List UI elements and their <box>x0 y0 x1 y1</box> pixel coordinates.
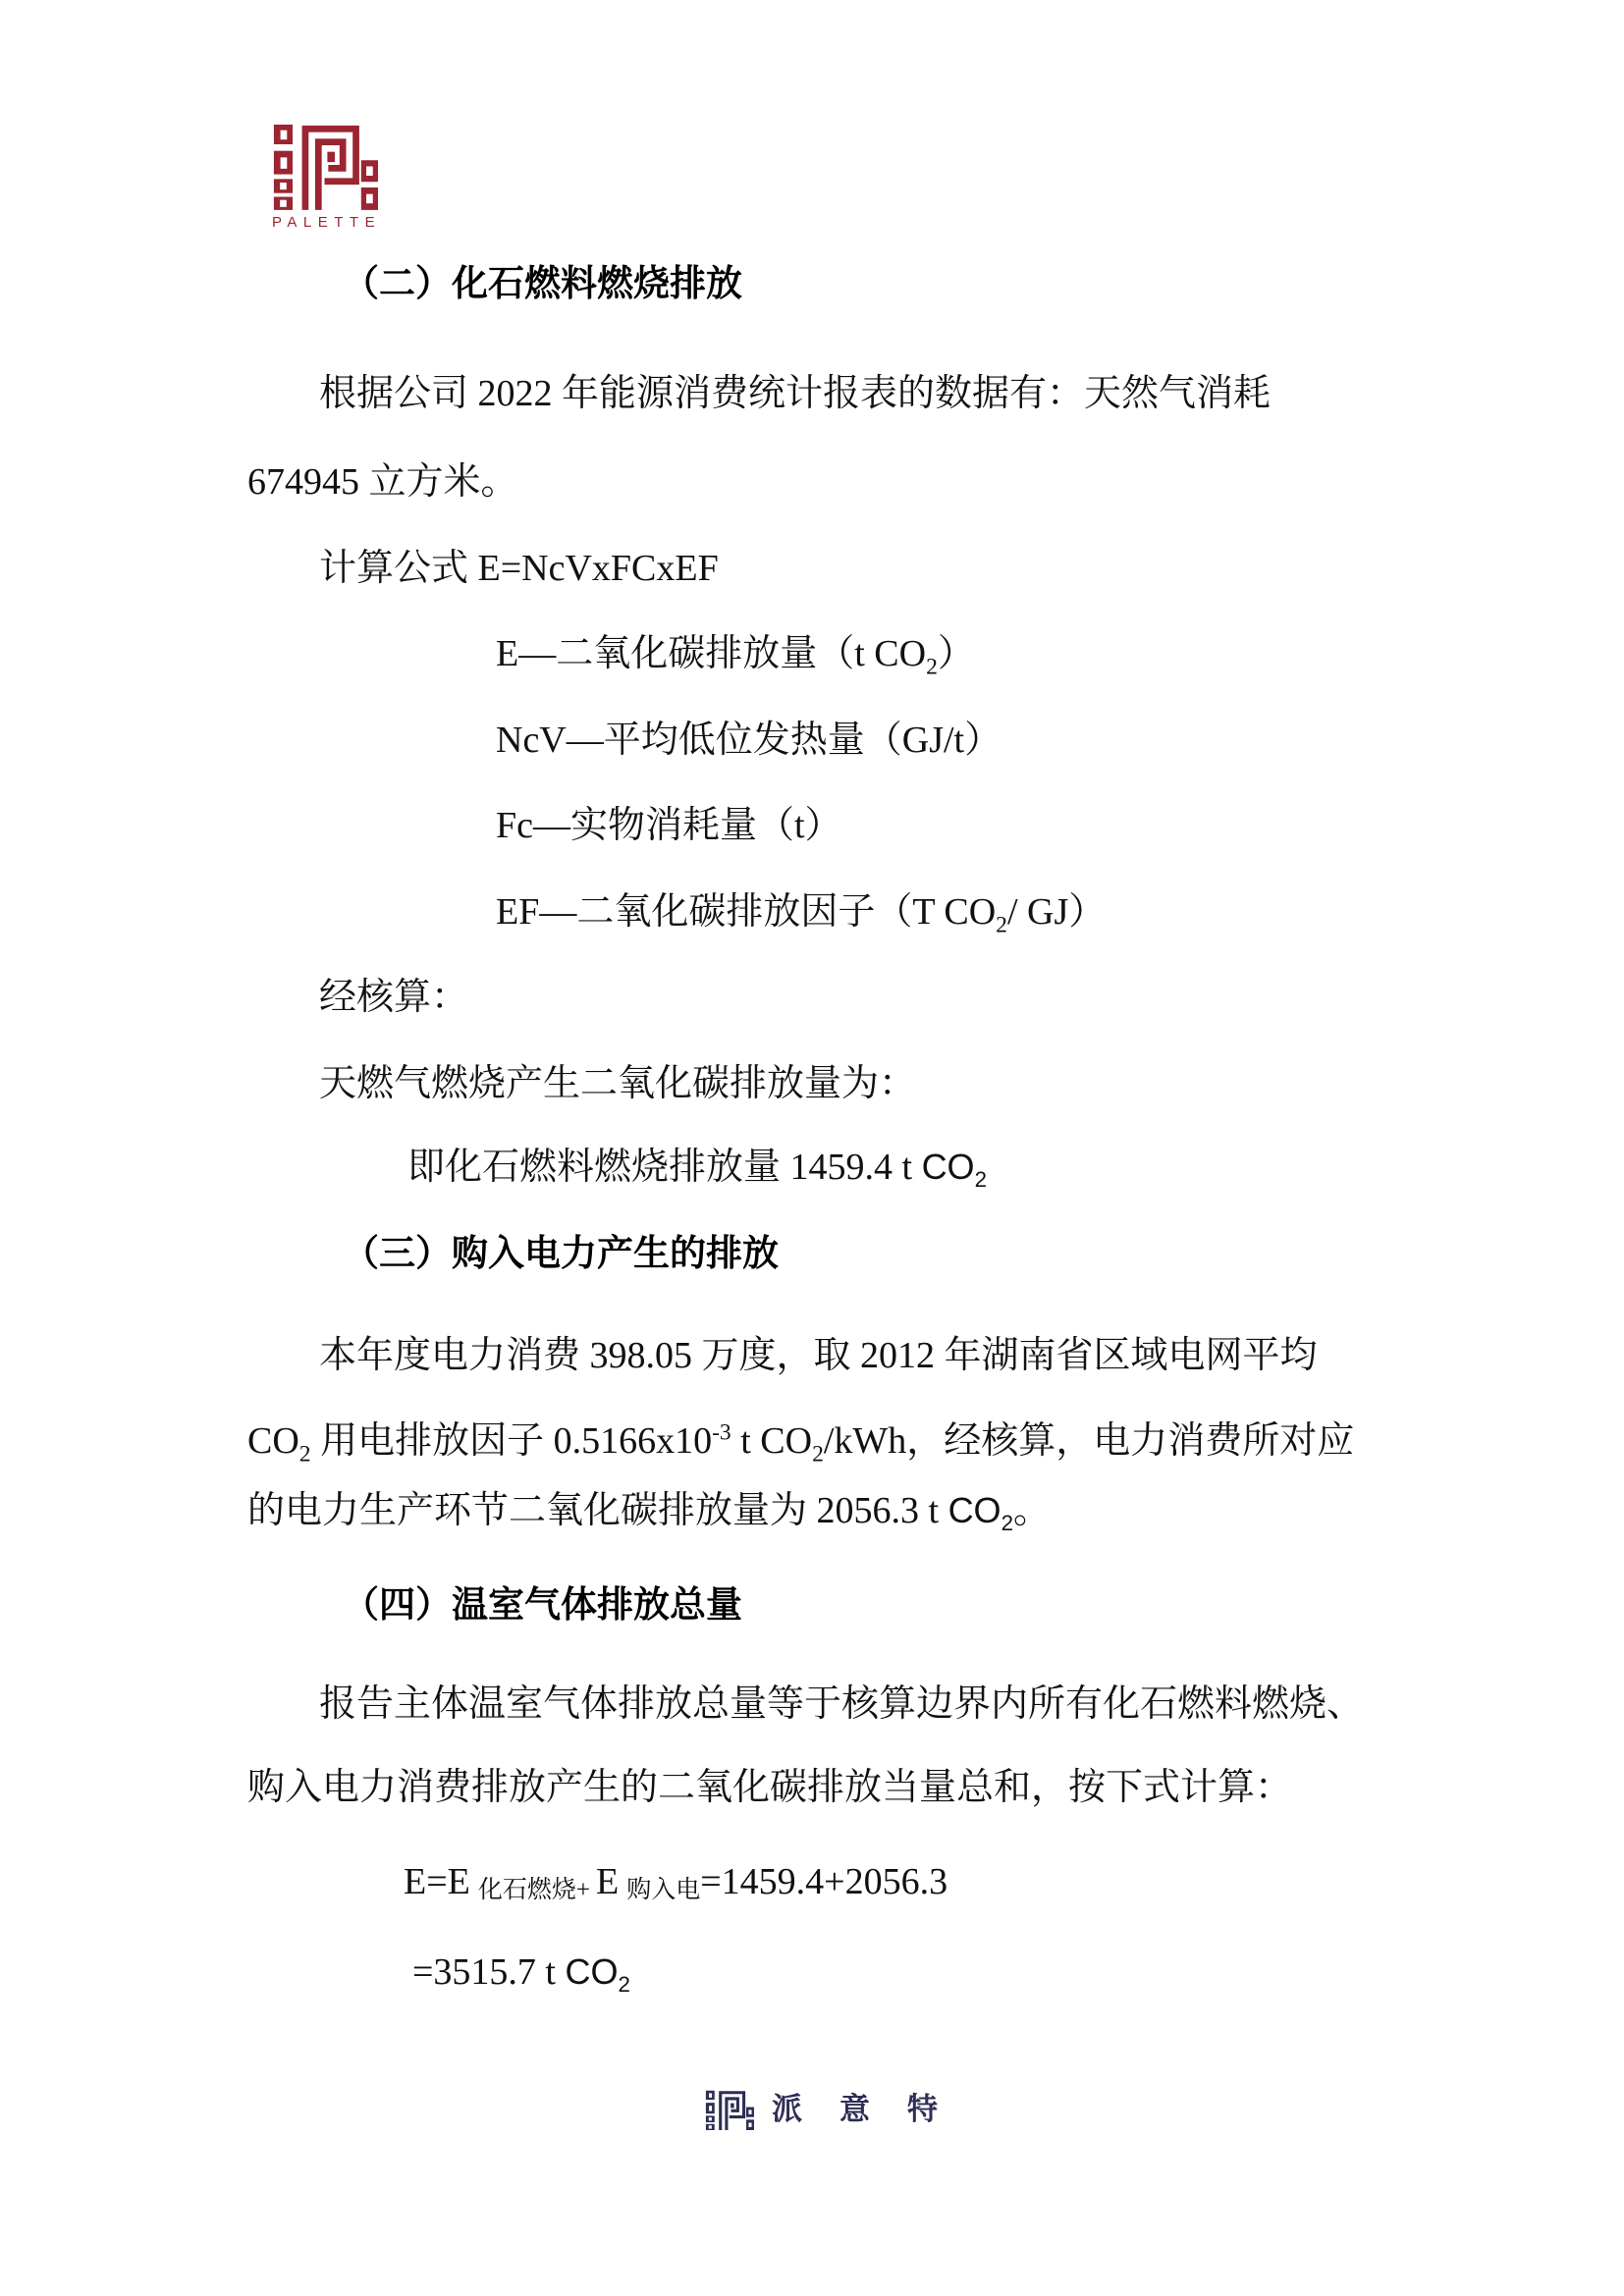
paragraph-line: 天燃气燃烧产生二氧化碳排放量为： <box>319 1063 917 1104</box>
paragraph-line: 报告主体温室气体排放总量等于核算边界内所有化石燃料燃烧、 <box>319 1683 1365 1725</box>
paragraph-line: 本年度电力消费 398.05 万度，取 2012 年湖南省区域电网平均 <box>319 1335 1318 1376</box>
palette-logo-icon <box>272 121 378 210</box>
definition-line-e: E—二氧化碳排放量（t $CO_2$） <box>496 633 975 680</box>
formula-subscript-fossil: 化石燃烧+ <box>477 1877 590 1903</box>
definition-line-fc: Fc—实物消耗量（t） <box>496 805 842 846</box>
co2-label: $CO_2$ <box>947 1490 1013 1536</box>
header-logo <box>272 121 380 231</box>
paragraph-line: 购入电力消费排放产生的二氧化碳排放当量总和，按下式计算： <box>247 1767 1293 1808</box>
co2-label: $CO_2$ <box>565 1951 630 1998</box>
paragraph-line: $CO_2$ 用电排放因子 $0.5166x10^{-3}$ t $CO_2$/kWh，经核算，电力消费所对应 <box>247 1419 1355 1468</box>
paiyite-logo-icon <box>705 2089 754 2130</box>
formula-intro-line: 计算公式 E=NcVxFCxEF <box>319 548 719 589</box>
definition-line-ef: EF—二氧化碳排放因子（T $CO_2/$ GJ） <box>496 891 1107 938</box>
footer-brand <box>705 2087 975 2132</box>
definition-line-ncv: NcV—平均低位发热量（GJ/t） <box>496 720 1002 761</box>
co2-label: $CO_2$ <box>921 1147 987 1193</box>
paragraph-line: 经核算： <box>319 977 469 1018</box>
paragraph-line: 根据公司 2022 年能源消费统计报表的数据有：天然气消耗 <box>319 373 1272 414</box>
paragraph-line: 674945 立方米。 <box>247 461 518 503</box>
electricity-emission-result-line: 的电力生产环节二氧化碳排放量为 2056.3 t $CO_2$。 <box>247 1490 1051 1536</box>
header-logo-wordmark: PALETTE <box>272 214 382 231</box>
formula-subscript-electricity: 购入电 <box>626 1877 701 1903</box>
footer-brand-text: 派意特 <box>772 2092 975 2126</box>
section-heading-fossil-combustion: （二）化石燃料燃烧排放 <box>343 263 742 303</box>
total-result-line: =3515.7 t $CO_2$ <box>412 1951 630 1998</box>
total-formula-line: E=E 化石燃烧+ E 购入电=1459.4+2056.3 <box>404 1861 948 1903</box>
fossil-emission-result-line: 即化石燃料燃烧排放量 1459.4 t $CO_2$ <box>407 1147 987 1193</box>
section-heading-purchased-electricity: （三）购入电力产生的排放 <box>343 1233 779 1273</box>
section-heading-total-ghg: （四）温室气体排放总量 <box>343 1584 742 1625</box>
